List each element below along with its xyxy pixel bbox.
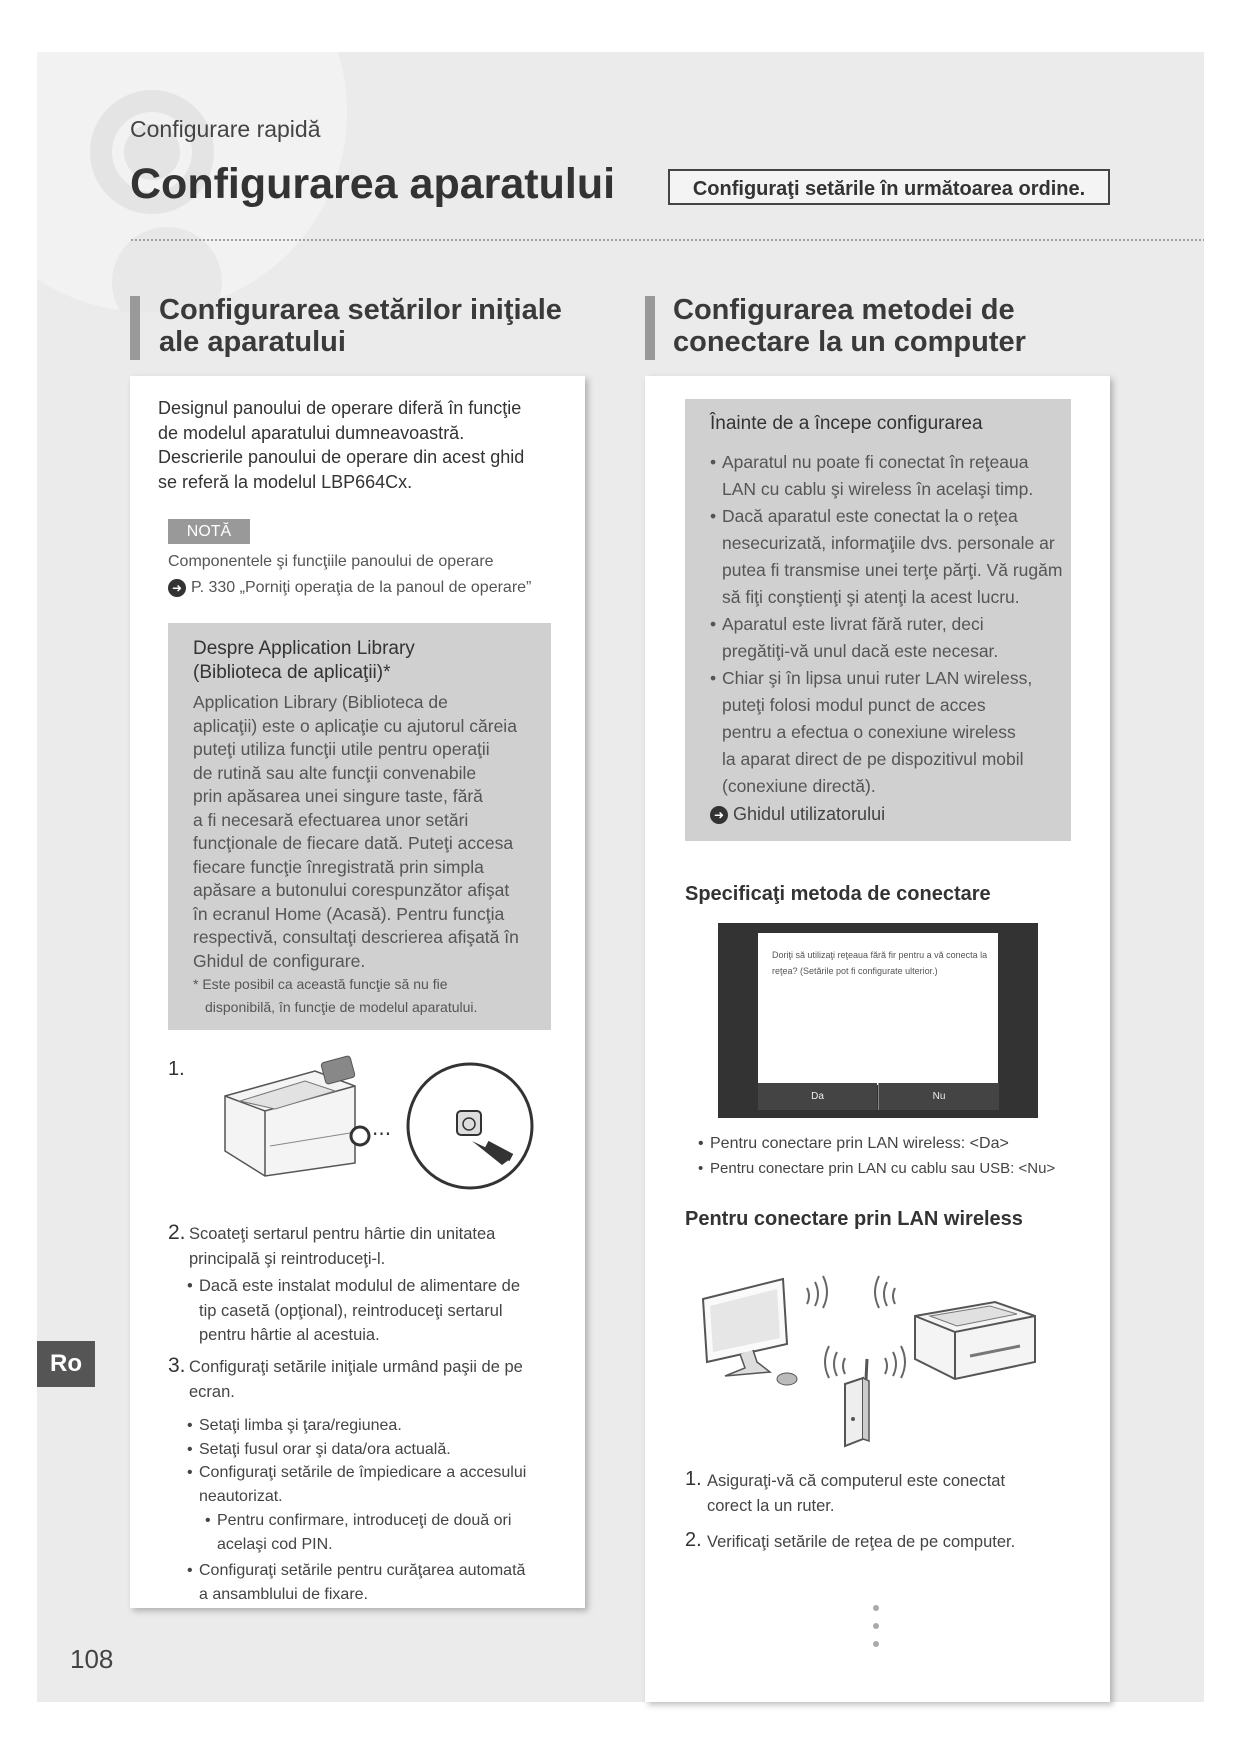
wireless-step2-number: 2. [685,1529,702,1551]
list-item: • Pentru confirmare, introduceţi de două ori acelaşi cod PIN. [205,1509,511,1556]
wifi-waves-icon [807,1276,905,1378]
arrow-right-icon: ➜ [168,579,186,597]
step3-number: 3. [168,1354,186,1377]
page-title: Configurarea aparatului [130,160,616,208]
router-icon [845,1359,869,1446]
note-label: NOTĂ [168,519,250,544]
wireless-step1-number: 1. [685,1468,702,1490]
list-item: • Setaţi limba şi ţara/regiunea. [187,1414,526,1438]
list-item: • Aparatul este livrat fără ruter, deci pregătiţi-vă unul dacă este necesar. [710,611,1065,665]
page-number: 108 [70,1644,114,1674]
printer-icon [225,1055,355,1176]
wireless-step2-text: Verificaţi setările de reţea de pe computer. [707,1533,1016,1551]
section-title-left: Configurarea setărilor iniţiale ale aparatului [159,294,562,358]
library-box [168,623,551,1030]
device-screen [718,923,1038,1118]
list-item: • Aparatul nu poate fi conectat în reţeaua LAN cu cablu şi wireless în acelaşi timp. [710,449,1065,503]
list-item: • Pentru conectare prin LAN cu cablu sau USB: <Nu> [698,1156,1055,1181]
step3-subbullets [205,1509,511,1556]
printer-power-illustration [220,1051,550,1191]
screen-yes-button[interactable]: Da [758,1083,877,1110]
list-item: • Configuraţi setările pentru curăţarea automată a ansamblului de fixare. [187,1559,525,1606]
dotted-divider [130,238,1204,242]
right-card [645,376,1110,1702]
before-list [710,449,1065,800]
power-button-icon [457,1111,481,1135]
step1-number: 1. [168,1058,185,1080]
list-item: • Chiar şi în lipsa unui ruter LAN wireless, puteţi folosi modul punct de acces pentru a efectua o conexiune wireless la aparat direct de pe dispozitivul mobil (conexiune directă). [710,665,1065,800]
note-ref-link[interactable]: ➜ P. 330 „Porniţi operaţia de la panoul de operare” [168,575,531,601]
note-text: Componentele şi funcţiile panoului de operare [168,553,494,570]
before-title: Înainte de a începe configurarea [710,413,983,434]
printer-icon [915,1302,1035,1379]
section-title-right: Configurarea metodei de conectare la un computer [673,294,1026,358]
left-card [130,376,585,1608]
section-bar-left [130,296,140,360]
language-tab: Ro [37,1341,95,1387]
screen-no-button[interactable]: Nu [878,1083,999,1110]
before-box [685,399,1071,841]
section-bar-right [645,296,655,360]
computer-icon [703,1279,797,1385]
library-text: Application Library (Biblioteca de aplicaţii) este o aplicaţie cu ajutorul căreia puteţi utiliza funcţii utile pentru operaţii de rutină sau alte funcţii convenabile prin apăsarea unei singure taste, fără a fi necesară efectuarea unor setări funcţionale de fiecare dată. Puteţi accesa fiecare funcţie înregistrată prin simpla apăsare a butonului corespunzător afişat în ecranul Home (Acasă). Pentru funcţia respectivă, consultaţi descrierea afişată în Ghidul de configurare. [193,692,519,971]
intro-text: Designul panoului de operare diferă în funcţie de modelul aparatului dumneavoastră. Descrierile panoului de operare din acest ghid se referă la modelul LBP664Cx. [158,398,525,492]
wireless-step1-text: Asiguraţi-vă că computerul este conectat corect la un ruter. [707,1472,1006,1515]
step3-text: Configuraţi setările iniţiale urmând paşii de pe ecran. [189,1358,523,1401]
user-guide-link[interactable]: ➜ Ghidul utilizatorului [710,804,885,825]
specify-title: Specificaţi metoda de conectare [685,883,991,905]
list-item: • Dacă este instalat modulul de alimentare de tip casetă (opţional), reintroduceţi sertarul pentru hârtie al acestuia. [187,1274,520,1348]
wireless-illustration [695,1244,1055,1454]
step3-bullets [187,1414,526,1508]
page-subtitle: Configurare rapidă [130,116,321,142]
step2-number: 2. [168,1221,186,1244]
method-list [698,1131,1055,1181]
svg-text:···: ··· [372,1122,392,1146]
step2-text: Scoateţi sertarul pentru hârtie din unitatea principală şi reintroduceţi-l. [189,1225,496,1268]
order-note: Configuraţi setările în următoarea ordine. [668,169,1110,205]
list-item: • Pentru conectare prin LAN wireless: <Da> [698,1131,1055,1156]
list-item: • Configuraţi setările de împiedicare a accesului neautorizat. [187,1461,526,1508]
step3-bullets-last [187,1559,525,1606]
step2-bullets [187,1274,520,1348]
arrow-right-icon: ➜ [710,806,728,824]
library-title: Despre Application Library (Biblioteca de aplicaţii)* [193,638,415,683]
library-footnote: * Este posibil ca această funcţie să nu fie disponibilă, în funcţie de modelul aparatului. [193,976,478,1015]
screen-question: Doriţi să utilizaţi reţeaua fără fir pentru a vă conecta la reţea? (Setările pot fi configurate ulterior.) [772,950,988,976]
screen-dialog [758,933,998,1085]
wireless-title: Pentru conectare prin LAN wireless [685,1208,1023,1230]
list-item: • Dacă aparatul este conectat la o reţea nesecurizată, informaţiile dvs. personale ar putea fi transmise unei terţe părţi. Vă rugăm să fiţi conştienţi şi atenţi la acest lucru. [710,503,1065,611]
continuation-dots-icon [870,1602,882,1652]
list-item: • Setaţi fusul orar şi data/ora actuală. [187,1438,526,1462]
